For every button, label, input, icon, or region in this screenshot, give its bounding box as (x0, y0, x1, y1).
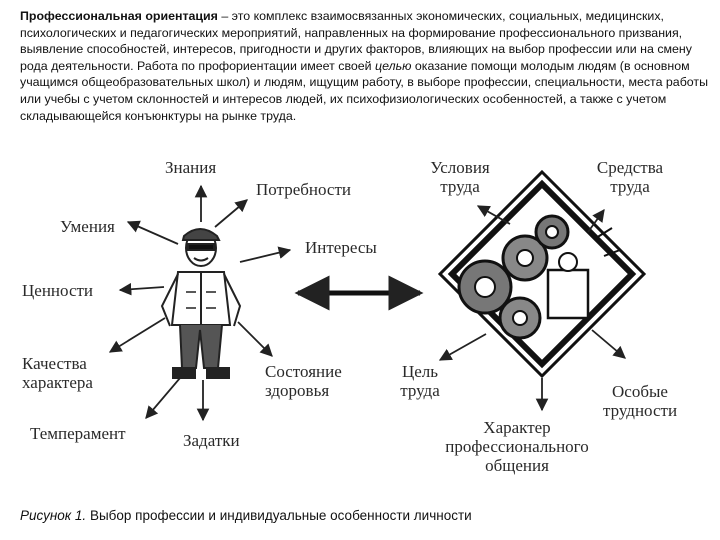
arrow-osobye (592, 330, 625, 358)
arrow-kachestva (110, 318, 165, 352)
label-umeniya: Умения (60, 217, 115, 236)
arrow-sostoyanie (238, 322, 272, 356)
label-interesy: Интересы (305, 238, 377, 257)
label-temperament: Темперамент (30, 424, 126, 443)
label-znaniya: Знания (165, 158, 217, 177)
label-osobye: Особые трудности (602, 382, 678, 420)
label-tsel: Цель труда (400, 362, 440, 400)
intro-emphasis: целью (375, 58, 412, 73)
caption-text: Выбор профессии и индивидуальные особенности личности (86, 508, 472, 523)
intro-text-2: оказание помощи молодым людям (в основном учащимся общеобразовательных школ) и людям, ищущим работу, в выборе профессии, специальности, места работы или учебы с учетом склонностей и интересов людей, их психофизиологических особенностей, а также с учетом складывающейся конъюнктуры на рынке труда. (20, 58, 708, 123)
label-usloviya: Условия труда (430, 158, 490, 196)
label-sostoyanie: Состояние здоровья (265, 362, 342, 400)
arrow-tsennosti (120, 287, 164, 290)
label-kharakter: Характер профессионального общения (445, 418, 589, 475)
arrow-potrebnosti (215, 200, 247, 227)
person-figure-icon (162, 229, 240, 378)
label-zadatki: Задатки (183, 431, 240, 450)
label-sredstva: Средства труда (596, 158, 664, 196)
label-potrebnosti: Потребности (256, 180, 351, 199)
figure-caption (20, 508, 472, 523)
gears-diamond-icon (440, 172, 644, 376)
label-tsennosti: Ценности (22, 281, 94, 300)
caption-label: Рисунок 1. (20, 508, 87, 523)
arrow-interesy (240, 250, 290, 262)
label-kachestva: Качества характера (22, 354, 93, 392)
arrow-tsel (440, 334, 486, 360)
arrow-umeniya (128, 222, 178, 244)
arrow-temperament (146, 378, 180, 418)
intro-term: Профессиональная ориентация (20, 9, 218, 23)
intro-text-1: – это комплекс взаимосвязанных экономических, социальных, медицинских, психологических и педагогических мероприятий, направленных на формирование профессионального призвания, выявление способностей, интересов, пригодности и других факторов, влияющих на выбор профессии или на смену рода деятельности. Работа по профориентации имеет своей (20, 9, 692, 73)
